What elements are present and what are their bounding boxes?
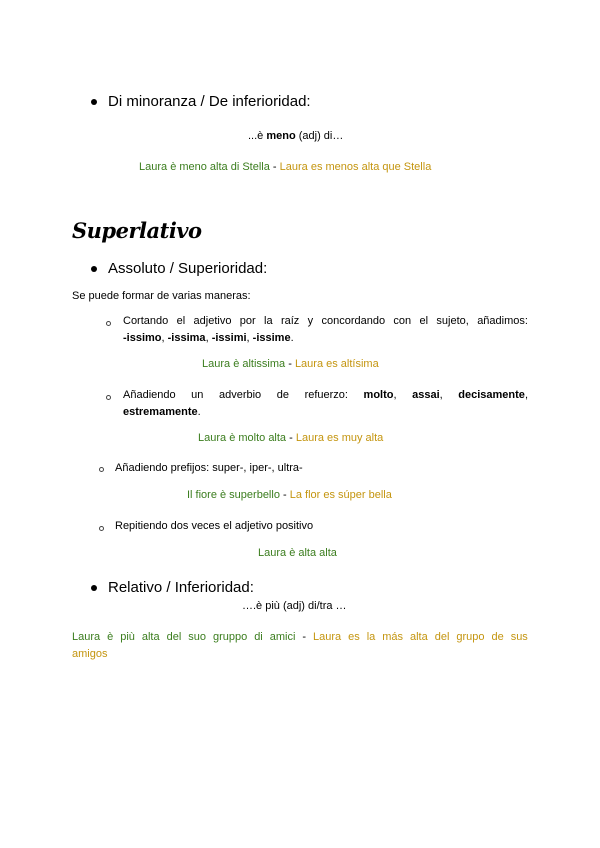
word: el <box>176 315 186 327</box>
suffix: -issimi <box>211 332 247 344</box>
word: alta <box>409 631 428 643</box>
word: raíz <box>280 315 300 327</box>
word: un <box>191 389 204 401</box>
word: più <box>120 631 135 643</box>
bullet-icon <box>91 585 97 591</box>
word: el <box>419 315 429 327</box>
word: adjetivo <box>193 315 232 327</box>
word: la <box>366 631 376 643</box>
word: del <box>166 631 182 643</box>
example-spanish: Laura es menos alta que Stella <box>279 161 432 173</box>
comma: , <box>161 332 168 344</box>
example-italian: Laura è molto alta <box>198 432 287 444</box>
word: Añadiendo <box>123 389 176 401</box>
adverb: estremamente <box>123 406 198 418</box>
word: Laura <box>72 631 101 643</box>
word: y <box>307 315 314 327</box>
separator: - <box>286 432 296 444</box>
word: añadimos: <box>477 315 528 327</box>
example-minoranza <box>139 161 431 173</box>
example-italian: Laura è meno alta di Stella <box>139 161 270 173</box>
bullet-icon <box>91 99 97 105</box>
pattern-bold: meno <box>266 130 296 142</box>
circle-bullet-icon <box>99 526 104 531</box>
word: concordando <box>321 315 386 327</box>
comma: , <box>205 332 212 344</box>
example-spanish: Laura es altísima <box>294 358 379 370</box>
suffix: -issimo <box>123 332 162 344</box>
word: gruppo <box>212 631 248 643</box>
example-method-2 <box>198 432 383 444</box>
word: con <box>393 315 412 327</box>
word: grupo <box>456 631 485 643</box>
word: Laura <box>313 631 342 643</box>
pattern-text: (adj) di… <box>295 130 344 142</box>
word: del <box>434 631 450 643</box>
period: . <box>197 406 201 418</box>
word: sus <box>510 631 528 643</box>
method-1-line2 <box>123 332 294 344</box>
example-spanish: La flor es súper bella <box>289 489 392 501</box>
word: alta <box>141 631 160 643</box>
section-heading-assoluto: Assoluto / Superioridad: <box>108 260 268 277</box>
example-method-3 <box>187 489 392 501</box>
separator: - <box>269 161 280 173</box>
section-heading-relativo: Relativo / Inferioridad: <box>108 579 254 596</box>
intro-text: Se puede formar de varias maneras: <box>72 290 251 302</box>
word: refuerzo: <box>304 389 348 401</box>
word: di <box>254 631 263 643</box>
word: de <box>276 389 289 401</box>
method-2-line2 <box>123 406 201 418</box>
circle-bullet-icon <box>106 395 111 400</box>
section-title: Superlativo <box>72 218 202 243</box>
adverb: assai <box>412 389 440 401</box>
comma: , <box>246 332 253 344</box>
word: de <box>491 631 504 643</box>
pattern-minoranza <box>248 130 343 142</box>
word: sujeto, <box>436 315 469 327</box>
word: es <box>348 631 360 643</box>
method-2-line1: Añadiendo un adverbio de refuerzo: molto, assai, decisamente, <box>123 389 528 401</box>
method-3-text: Añadiendo prefijos: super-, iper-, ultra- <box>115 462 303 474</box>
example-italian: Il fiore è superbello <box>187 489 280 501</box>
example-relativo-line1 <box>72 631 528 643</box>
circle-bullet-icon <box>99 467 104 472</box>
period: . <box>290 332 294 344</box>
example-italian: Laura è altissima <box>202 358 286 370</box>
suffix: -issima <box>167 332 206 344</box>
bullet-icon <box>91 266 97 272</box>
word: Cortando <box>123 315 169 327</box>
example-spanish: Laura es muy alta <box>295 432 384 444</box>
pattern-text: ...è <box>248 130 267 142</box>
separator: - <box>285 358 295 370</box>
word: más <box>382 631 404 643</box>
method-1-line1 <box>123 315 528 327</box>
circle-bullet-icon <box>106 321 111 326</box>
word: amici <box>269 631 296 643</box>
adverb: molto <box>363 389 394 401</box>
example-method-4: Laura è alta alta <box>258 547 337 559</box>
word: la <box>264 315 273 327</box>
separator: - <box>302 631 307 643</box>
word: adverbio <box>218 389 262 401</box>
example-relativo-line2: amigos <box>72 648 108 660</box>
adverb: decisamente <box>458 389 525 401</box>
word: por <box>239 315 256 327</box>
suffix: -issime <box>252 332 291 344</box>
separator: - <box>279 489 290 501</box>
pattern-relativo: ….è più (adj) di/tra … <box>242 600 347 612</box>
word: è <box>107 631 114 643</box>
word: suo <box>188 631 206 643</box>
example-method-1 <box>202 358 379 370</box>
method-4-text: Repitiendo dos veces el adjetivo positivo <box>115 520 314 532</box>
section-heading-minoranza: Di minoranza / De inferioridad: <box>108 93 311 110</box>
